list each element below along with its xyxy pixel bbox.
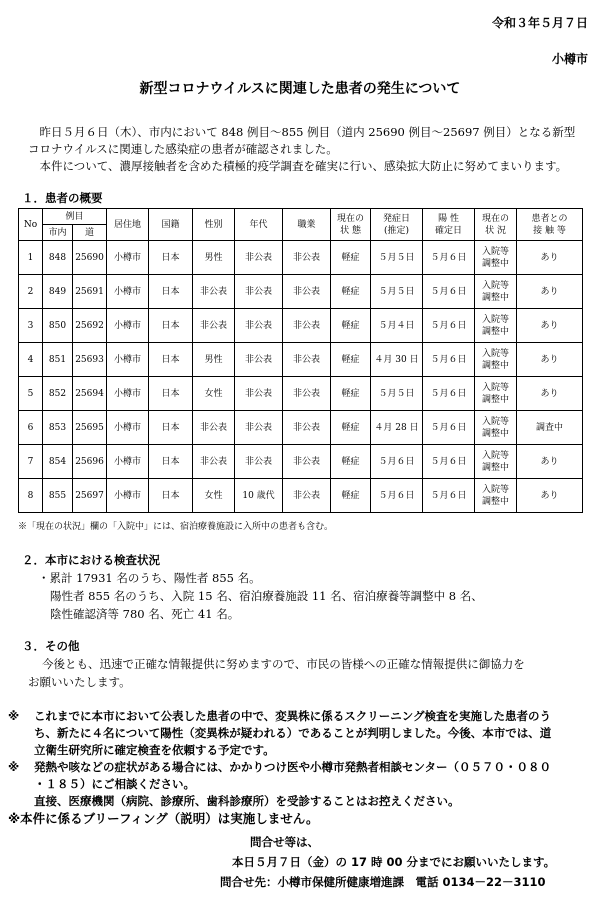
header-job: 職業 xyxy=(283,209,331,241)
cell-age: 非公表 xyxy=(235,445,283,479)
table-row xyxy=(19,241,583,275)
cell-no: 5 xyxy=(19,377,43,411)
cell-city: 855 xyxy=(43,479,73,513)
cell-no: 8 xyxy=(19,479,43,513)
cell-positive: ５月６日 xyxy=(423,445,475,479)
cell-positive: ５月６日 xyxy=(423,241,475,275)
cell-residence: 小樽市 xyxy=(107,275,149,309)
header-status: 現在の 状 態 xyxy=(331,209,371,241)
cell-city: 848 xyxy=(43,241,73,275)
cell-job: 非公表 xyxy=(283,241,331,275)
document-date: 令和３年５月７日 xyxy=(491,16,588,30)
cell-age: 10 歳代 xyxy=(235,479,283,513)
cell-pref: 25691 xyxy=(73,275,107,309)
testing-line-1: ・累計 17931 名のうち、陽性者 855 名。 xyxy=(38,571,261,585)
table-row xyxy=(19,411,583,445)
cell-contact: あり xyxy=(517,343,583,377)
cell-residence: 小樽市 xyxy=(107,445,149,479)
header-sex: 性別 xyxy=(193,209,235,241)
cell-sex: 女性 xyxy=(193,479,235,513)
cell-onset: ４月 28 日 xyxy=(371,411,423,445)
cell-age: 非公表 xyxy=(235,377,283,411)
cell-residence: 小樽市 xyxy=(107,309,149,343)
cell-now: 入院等 調整中 xyxy=(475,411,517,445)
testing-line-2: 陽性者 855 名のうち、入院 15 名、宿泊療養施設 11 名、宿泊療養等調整中 8 名、 xyxy=(50,589,483,603)
section-2-heading: ２．本市における検査状況 xyxy=(22,553,160,567)
cell-positive: ５月６日 xyxy=(423,343,475,377)
cell-onset: ５月５日 xyxy=(371,377,423,411)
cell-status: 軽症 xyxy=(331,309,371,343)
cell-residence: 小樽市 xyxy=(107,411,149,445)
contact-line-2: 本日５月７日（金）の 17 時 00 分までにお願いいたします。 xyxy=(232,855,556,869)
cell-pref: 25690 xyxy=(73,241,107,275)
cell-sex: 非公表 xyxy=(193,309,235,343)
cell-positive: ５月６日 xyxy=(423,377,475,411)
notice-briefing: ※本件に係るブリーフィング（説明）は実施しません。 xyxy=(8,811,319,826)
cell-age: 非公表 xyxy=(235,411,283,445)
table-note: ※「現在の状況」欄の「入院中」には、宿泊療養施設に入所中の患者も含む。 xyxy=(18,522,334,532)
cell-city: 850 xyxy=(43,309,73,343)
cell-nationality: 日本 xyxy=(149,241,193,275)
cell-contact: あり xyxy=(517,445,583,479)
cell-nationality: 日本 xyxy=(149,445,193,479)
cell-city: 853 xyxy=(43,411,73,445)
table-row xyxy=(19,445,583,479)
header-age: 年代 xyxy=(235,209,283,241)
cell-contact: あり xyxy=(517,241,583,275)
cell-onset: ４月 30 日 xyxy=(371,343,423,377)
cell-nationality: 日本 xyxy=(149,411,193,445)
cell-now: 入院等 調整中 xyxy=(475,377,517,411)
cell-residence: 小樽市 xyxy=(107,377,149,411)
cell-status: 軽症 xyxy=(331,343,371,377)
cell-sex: 男性 xyxy=(193,343,235,377)
cell-residence: 小樽市 xyxy=(107,343,149,377)
section-3-heading: ３．その他 xyxy=(22,639,80,653)
cell-nationality: 日本 xyxy=(149,377,193,411)
cell-nationality: 日本 xyxy=(149,343,193,377)
cell-positive: ５月６日 xyxy=(423,309,475,343)
cell-city: 852 xyxy=(43,377,73,411)
cell-city: 851 xyxy=(43,343,73,377)
cell-status: 軽症 xyxy=(331,445,371,479)
cell-onset: ５月６日 xyxy=(371,445,423,479)
cell-sex: 女性 xyxy=(193,377,235,411)
cell-contact: 調査中 xyxy=(517,411,583,445)
notices xyxy=(8,708,592,827)
cell-city: 854 xyxy=(43,445,73,479)
cell-now: 入院等 調整中 xyxy=(475,479,517,513)
contact-line-3: 問合せ先：小樽市保健所健康増進課 電話 0134－22－3110 xyxy=(220,875,546,889)
cell-sex: 非公表 xyxy=(193,411,235,445)
cell-residence: 小樽市 xyxy=(107,241,149,275)
cell-onset: ５月６日 xyxy=(371,479,423,513)
cell-contact: あり xyxy=(517,377,583,411)
cell-pref: 25696 xyxy=(73,445,107,479)
header-no: No xyxy=(19,209,43,241)
table-row xyxy=(19,309,583,343)
cell-status: 軽症 xyxy=(331,411,371,445)
cell-status: 軽症 xyxy=(331,275,371,309)
notice-variant: ※ これまでに本市において公表した患者の中で、変異株に係るスクリーニング検査を実施した患者のう ち、新たに４名について陽性（変異株が疑われる）であることが判明しました。今後、本市では、道 立衛生研究所に確定検査を依頼する予定です。 xyxy=(8,709,552,757)
other-line-2: お願いいたします。 xyxy=(28,675,131,689)
cell-status: 軽症 xyxy=(331,377,371,411)
cell-pref: 25693 xyxy=(73,343,107,377)
cell-no: 2 xyxy=(19,275,43,309)
header-nationality: 国籍 xyxy=(149,209,193,241)
contact-info xyxy=(220,832,555,892)
issuing-city: 小樽市 xyxy=(551,52,588,66)
cell-contact: あり xyxy=(517,275,583,309)
header-positive-date: 陽 性 確定日 xyxy=(423,209,475,241)
cell-status: 軽症 xyxy=(331,479,371,513)
notice-symptoms: ※ 発熱や咳などの症状がある場合には、かかりつけ医や小樽市発熱者相談センター（０５７０・０８０ ・１８５）にご相談ください。 直接、医療機関（病院、診療所、歯科診療所）を受診することはお控えください。 xyxy=(8,760,552,808)
intro-paragraph-1: 昨日５月６日（木）、市内において 848 例目～855 例目（道内 25690 例目～25697 例目）となる新型コロナウイルスに関連した感染症の患者が確認されました。 xyxy=(28,125,576,156)
cell-contact: あり xyxy=(517,479,583,513)
testing-line-3: 陰性確認済等 780 名、死亡 41 名。 xyxy=(50,607,240,621)
header-pref-case: 道 xyxy=(73,225,107,241)
table-row xyxy=(19,479,583,513)
cell-sex: 非公表 xyxy=(193,275,235,309)
cell-job: 非公表 xyxy=(283,343,331,377)
cell-no: 4 xyxy=(19,343,43,377)
cell-status: 軽症 xyxy=(331,241,371,275)
cell-age: 非公表 xyxy=(235,343,283,377)
table-row xyxy=(19,275,583,309)
header-current-situation: 現在の 状 況 xyxy=(475,209,517,241)
notice-mark: ※ xyxy=(8,760,20,774)
cell-residence: 小樽市 xyxy=(107,479,149,513)
cell-now: 入院等 調整中 xyxy=(475,309,517,343)
cell-onset: ５月５日 xyxy=(371,275,423,309)
cell-positive: ５月６日 xyxy=(423,411,475,445)
header-case: 例目 xyxy=(43,209,107,225)
cell-pref: 25695 xyxy=(73,411,107,445)
cell-sex: 男性 xyxy=(193,241,235,275)
cell-onset: ５月５日 xyxy=(371,241,423,275)
header-onset: 発症日 (推定) xyxy=(371,209,423,241)
cell-now: 入院等 調整中 xyxy=(475,343,517,377)
cell-nationality: 日本 xyxy=(149,309,193,343)
cell-no: 6 xyxy=(19,411,43,445)
cell-nationality: 日本 xyxy=(149,275,193,309)
cell-now: 入院等 調整中 xyxy=(475,445,517,479)
header-city-case: 市内 xyxy=(43,225,73,241)
cell-age: 非公表 xyxy=(235,275,283,309)
cell-job: 非公表 xyxy=(283,411,331,445)
cell-no: 3 xyxy=(19,309,43,343)
cell-job: 非公表 xyxy=(283,275,331,309)
table-row xyxy=(19,343,583,377)
section-1-heading: １．患者の概要 xyxy=(22,191,103,205)
cell-positive: ５月６日 xyxy=(423,479,475,513)
cell-now: 入院等 調整中 xyxy=(475,241,517,275)
cell-city: 849 xyxy=(43,275,73,309)
cell-sex: 非公表 xyxy=(193,445,235,479)
cell-nationality: 日本 xyxy=(149,479,193,513)
cell-pref: 25694 xyxy=(73,377,107,411)
cell-no: 7 xyxy=(19,445,43,479)
patient-table xyxy=(18,208,583,513)
cell-job: 非公表 xyxy=(283,479,331,513)
cell-now: 入院等 調整中 xyxy=(475,275,517,309)
cell-onset: ５月４日 xyxy=(371,309,423,343)
other-line-1: 今後とも、迅速で正確な情報提供に努めますので、市民の皆様への正確な情報提供に御協力を xyxy=(42,657,525,671)
cell-age: 非公表 xyxy=(235,241,283,275)
intro-paragraph-2: 本件について、濃厚接触者を含めた積極的疫学調査を確実に行い、感染拡大防止に努めてまいります。 xyxy=(39,159,568,173)
cell-job: 非公表 xyxy=(283,377,331,411)
cell-positive: ５月６日 xyxy=(423,275,475,309)
document-title: 新型コロナウイルスに関連した患者の発生について xyxy=(139,81,461,97)
notice-mark: ※ xyxy=(8,709,20,723)
cell-job: 非公表 xyxy=(283,445,331,479)
cell-pref: 25697 xyxy=(73,479,107,513)
header-residence: 居住地 xyxy=(107,209,149,241)
cell-age: 非公表 xyxy=(235,309,283,343)
cell-pref: 25692 xyxy=(73,309,107,343)
cell-job: 非公表 xyxy=(283,309,331,343)
table-row xyxy=(19,377,583,411)
cell-contact: あり xyxy=(517,309,583,343)
contact-line-1: 問合せ等は、 xyxy=(250,835,319,849)
cell-no: 1 xyxy=(19,241,43,275)
intro-paragraphs xyxy=(28,124,578,175)
header-contact: 患者との 接 触 等 xyxy=(517,209,583,241)
